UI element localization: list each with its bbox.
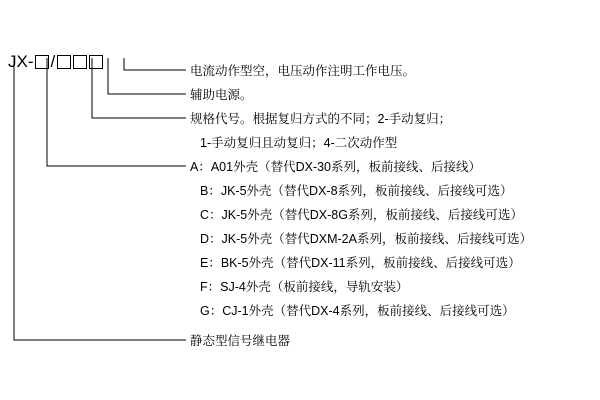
code-slash: / — [50, 52, 56, 71]
annotation-row: F：SJ-4外壳（板前接线，导轨安装） — [200, 280, 409, 294]
annotation-row: 辅助电源。 — [190, 88, 253, 102]
annotation-row: B：JK-5外壳（替代DX-8系列，板前接线、后接线可选） — [200, 184, 513, 198]
annotation-row: G：CJ-1外壳（替代DX-4系列，板前接线、后接线可选） — [200, 304, 515, 318]
annotation-row: E：BK-5外壳（替代DX-11系列，板前接线、后接线可选） — [200, 256, 521, 270]
annotation-row: D：JK-5外壳（替代DXM-2A系列，板前接线、后接线可选） — [200, 232, 532, 246]
annotation-row: 1-手动复归且动复归；4-二次动作型 — [200, 136, 398, 150]
annotation-row: C：JK-5外壳（替代DX-8G系列，板前接线、后接线可选） — [200, 208, 523, 222]
annotation-row: 静态型信号继电器 — [190, 334, 291, 348]
model-code-prefix: JX- — [8, 52, 34, 71]
annotation-row: 电流动作型空，电压动作注明工作电压。 — [190, 64, 416, 78]
annotation-row: 规格代号。根据复归方式的不同；2-手动复归； — [190, 112, 452, 126]
annotation-row: A：A01外壳（替代DX-30系列，板前接线、后接线） — [190, 160, 482, 174]
